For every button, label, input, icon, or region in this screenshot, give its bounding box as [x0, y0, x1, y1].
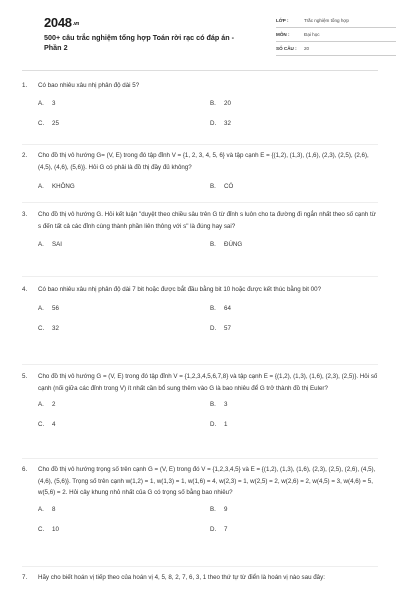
options — [22, 506, 380, 522]
option-a[interactable] — [38, 100, 55, 107]
question-number: 1. — [22, 82, 28, 89]
option-a[interactable] — [38, 401, 55, 408]
option-b[interactable] — [210, 305, 231, 312]
option-letter: A. — [38, 505, 44, 513]
meta-value: 20 — [304, 46, 310, 51]
meta-row-count — [276, 42, 396, 56]
option-letter: D. — [210, 421, 217, 428]
options — [22, 305, 380, 321]
option-c[interactable] — [38, 120, 59, 127]
option-letter: A. — [38, 183, 44, 190]
option-letter: B. — [210, 241, 216, 248]
option-value: 10 — [52, 525, 59, 533]
question-1 — [22, 80, 380, 136]
question-divider — [22, 276, 378, 277]
option-a[interactable] — [38, 305, 59, 312]
option-letter: C. — [38, 421, 45, 428]
options — [22, 325, 380, 341]
question-divider — [22, 364, 378, 365]
option-letter: A. — [38, 401, 44, 408]
options — [22, 183, 380, 199]
question-divider — [22, 566, 378, 567]
option-b[interactable] — [210, 401, 227, 408]
question-number: 6. — [22, 466, 28, 473]
question-4 — [22, 284, 380, 341]
option-letter: D. — [210, 119, 217, 127]
question-divider — [22, 202, 378, 203]
question-number: 5. — [22, 373, 28, 380]
option-value: SAI — [52, 241, 62, 248]
option-value: 8 — [52, 505, 56, 513]
header-divider — [22, 70, 378, 71]
question-divider — [22, 458, 378, 459]
document-header — [22, 0, 378, 64]
option-value: 32 — [224, 119, 231, 127]
option-letter: A. — [38, 99, 44, 107]
option-c[interactable] — [38, 421, 55, 428]
option-c[interactable] — [38, 325, 59, 332]
logo-text: 2048 — [44, 15, 72, 30]
option-b[interactable] — [210, 241, 242, 248]
option-letter: B. — [210, 304, 216, 312]
option-letter: C. — [38, 119, 45, 127]
options — [22, 100, 380, 116]
option-d[interactable] — [210, 325, 231, 332]
document-title: 500+ câu trắc nghiệm tổng hợp Toán rời rạc có đáp án - Phần 2 — [44, 33, 235, 52]
question-2 — [22, 150, 380, 199]
option-letter: A. — [38, 304, 44, 312]
option-d[interactable] — [210, 120, 231, 127]
option-d[interactable] — [210, 526, 227, 533]
question-number: 2. — [22, 152, 28, 159]
meta-value: Trắc nghiệm tổng hợp — [304, 18, 349, 23]
question-6 — [22, 464, 380, 542]
option-letter: B. — [210, 401, 216, 408]
option-value: 7 — [224, 525, 228, 533]
option-b[interactable] — [210, 100, 231, 107]
option-value: ĐÚNG — [224, 241, 243, 248]
question-7 — [22, 572, 380, 584]
option-letter: B. — [210, 505, 216, 513]
option-value: 32 — [52, 324, 59, 332]
question-3 — [22, 209, 380, 257]
option-value: 64 — [224, 304, 231, 312]
option-letter: D. — [210, 324, 217, 332]
option-value: CÓ — [224, 183, 234, 190]
options — [22, 120, 380, 136]
options — [22, 401, 380, 417]
question-divider — [22, 144, 378, 145]
meta-row-class — [276, 14, 396, 28]
option-letter: B. — [210, 99, 216, 107]
option-value: 1 — [224, 421, 228, 428]
meta-value: Đại học — [304, 32, 320, 37]
option-b[interactable] — [210, 506, 227, 513]
meta-key: SỐ CÂU : — [276, 46, 297, 51]
option-value: 20 — [224, 99, 231, 107]
question-number: 4. — [22, 286, 28, 293]
meta-key: LỚP : — [276, 18, 289, 23]
options — [22, 421, 380, 437]
option-b[interactable] — [210, 183, 233, 190]
logo-suffix: .vn — [72, 20, 80, 27]
meta-row-subject — [276, 28, 396, 42]
option-value: 57 — [224, 324, 231, 332]
option-value: 3 — [224, 401, 228, 408]
options — [22, 526, 380, 542]
question-5 — [22, 371, 380, 437]
site-logo[interactable] — [44, 15, 79, 30]
option-value: 56 — [52, 304, 59, 312]
option-letter: C. — [38, 324, 45, 332]
option-letter: D. — [210, 525, 217, 533]
option-c[interactable] — [38, 526, 59, 533]
option-letter: C. — [38, 525, 45, 533]
question-text: Cho đồ thị vô hướng G= (V, E) trong đó tập đỉnh V = {1, 2, 3, 4, 5, 6} và tập cạnh E = {(1,2), (1,3), (1,6), (2,3), (2,5), (2,6), (4,5), (4,6), (5,6)}. Hỏi G có phải là đồ thị đầy đủ không? — [38, 152, 369, 171]
question-text: Cho đồ thị vô hướng G = (V, E) trong đó tập đỉnh V = {1,2,3,4,5,6,7,8} và tập cạnh E = {(1,2), (1,3), (1,6), (2,3), (2,5)}. Hỏi số cạnh (nối giữa các đỉnh trong V) ít nhất cần bổ sung thêm vào G là bao nhiêu để G trở thành đồ thị Euler? — [38, 373, 378, 392]
option-value: 4 — [52, 421, 56, 428]
question-text: Cho đồ thị vô hướng G. Hỏi kết luận "duyệt theo chiều sâu trên G từ đỉnh s luôn cho ta đường đi ngắn nhất theo số cạnh từ s đến tất cả các đỉnh cùng thành phần liên thông với s" là đúng hay sai? — [38, 211, 376, 230]
options — [22, 241, 380, 257]
option-letter: A. — [38, 241, 44, 248]
question-number: 7. — [22, 574, 28, 581]
option-d[interactable] — [210, 421, 227, 428]
option-value: KHÔNG — [52, 183, 75, 190]
meta-table — [276, 14, 396, 56]
option-value: 9 — [224, 505, 228, 513]
option-value: 25 — [52, 119, 59, 127]
option-a[interactable] — [38, 183, 75, 190]
option-value: 2 — [52, 401, 56, 408]
question-text: Có bao nhiêu xâu nhị phân độ dài 7 bit hoặc được bắt đầu bằng bit 10 hoặc được kết thúc bằng bit 00? — [38, 286, 322, 293]
option-a[interactable] — [38, 241, 62, 248]
option-a[interactable] — [38, 506, 55, 513]
option-value: 3 — [52, 99, 56, 107]
meta-key: MÔN : — [276, 32, 290, 37]
question-text: Hãy cho biết hoán vị tiếp theo của hoán vị 4, 5, 8, 2, 7, 6, 3, 1 theo thứ tự từ điển là hoán vị nào sau đây: — [38, 574, 325, 581]
option-letter: B. — [210, 183, 216, 190]
question-text: Cho đồ thị vô hướng trọng số trên cạnh G = (V, E) trong đó V = {1,2,3,4,5} và E = {(1,2), (1,3), (1,6), (2,3), (2,5), (2,6), (4,5), (4,6), (5,6)}. Trọng số trên cạnh w(1,2) = 1, w(1,3) = 1, w(1,6) = 4, w(2,3) = 1, w(2,5) = 2, w(2,6) = 2, w(4,5) = 3, w(4,6) = 5, w(5,6) = 2. Hỏi cây khung nhỏ nhất của G có trọng số bằng bao nhiêu? — [38, 466, 376, 496]
question-text: Có bao nhiêu xâu nhị phân độ dài 5? — [38, 82, 140, 89]
question-number: 3. — [22, 211, 28, 218]
